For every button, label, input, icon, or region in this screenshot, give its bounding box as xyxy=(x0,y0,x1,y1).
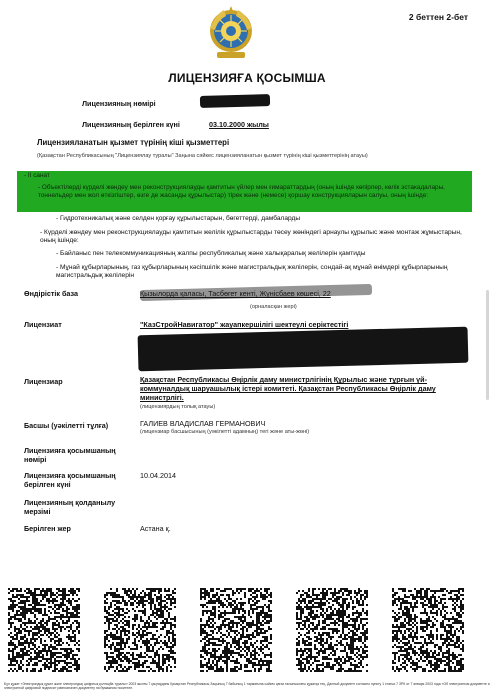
address-blur xyxy=(140,284,372,301)
activity-pipelines: - Мұнай құбырларының, газ құбырларының кәсіпшілік және магистральдық желілерін, сондай-ақ мұнай өнімдері құбырларының магистральдық желілерін xyxy=(56,264,448,280)
license-date-label: Лицензияның берілген күні xyxy=(82,120,180,129)
document-title: ЛИЦЕНЗИЯҒА ҚОСЫМША xyxy=(168,71,326,85)
licensor-label: Лицензиар xyxy=(24,377,63,386)
activity-telecom: - Байланыс пен телекоммуникацияның жалпы республикалық және халықаралық желілерін қамтиды xyxy=(56,250,366,257)
redacted-licensee-details xyxy=(138,327,469,372)
license-number-label: Лицензияның нөмірі xyxy=(82,99,156,108)
validity-label: Лицензияның қолданылу мерзімі xyxy=(24,498,116,516)
licensee-name: "КазСтройНавигатор" жауапкершілігі шектеулі серіктестігі xyxy=(140,320,349,329)
issue-place-label: Берілген жер xyxy=(24,524,71,533)
license-date-value: 03.10.2000 жылы xyxy=(209,120,269,129)
qr-code-4 xyxy=(296,588,368,672)
category-label: - II санат xyxy=(24,172,50,179)
qr-code-1 xyxy=(8,588,80,672)
footer-legal-note: Бұл құжат «Электрондық құжат және электрондық цифрлық қолтаңба туралы» 2003 жылғы 7 қаңтардағы Қазақстан Республикасы Заңының 7 бабының 1 тармағына сәйкес қағаз тасығыштағы құжатқа тең. Данный документ согласно пункту 1 статьи 7 ЗРК от 7 января 2003 года «Об электронном документе и электронной цифровой подписи» равнозначен документу на бумажном носителе. xyxy=(4,682,490,691)
subtypes-note: (Қазақстан Республикасының "Лицензиялау туралы" Заңына сәйкес лицензияланатын қызмет түрінің кіші қызметтерінің атауы) xyxy=(37,153,368,159)
head-label: Басшы (уәкілетті тұлға) xyxy=(24,421,109,430)
qr-code-3 xyxy=(200,588,272,672)
head-name: ГАЛИЕВ ВЛАДИСЛАВ ГЕРМАНОВИЧ xyxy=(140,419,266,428)
production-base-address: Қызылорда қаласы, Тасбөгет кенті, Жүнісбаев көшесі, 22 xyxy=(140,289,331,298)
annex-date-value: 10.04.2014 xyxy=(140,471,176,480)
qr-code-2 xyxy=(104,588,176,672)
page-number: 2 беттен 2-бет xyxy=(408,12,468,22)
redacted-license-number xyxy=(200,94,270,108)
head-note: (лицензиар басшысының (уәкілетті адамның) тегі және аты-жөні) xyxy=(140,429,310,435)
production-base-note: (орналасқан жері) xyxy=(250,304,297,310)
licensor-name: Қазақстан Республикасы Өңірлік даму министрлігінің Құрылыс және тұрғын үй-коммуналдық шаруашылық істері комитеті. Қазақстан Республикасы Өңірлік даму министрлігі. xyxy=(140,375,436,402)
state-emblem-icon xyxy=(208,6,254,62)
issue-place-value: Астана қ. xyxy=(140,524,171,533)
highlighted-activity: - Объектілерді күрделі жөндеу мен реконструкциялауды қамтитын үйлер мен ғимараттардың (оның ішінде көпірлер, көлік эстакадалары, тоннельдер мен жол өткізгіштер, өзге де жасанды құрылыстар) тірек және (немесе) қоршау конструкцияларын салуы, оның ішінде: xyxy=(38,184,445,200)
scrollbar[interactable] xyxy=(486,290,489,400)
activity-networks: - Күрделі жөндеу мен реконструкциялауды қамтитын желілік құрылыстарды төсеу жөніндегі арнаулы құрылыс және монтаж жұмыстарын, оның ішінде: xyxy=(40,229,462,245)
production-base-label: Өндірістік база xyxy=(24,289,78,298)
annex-date-label: Лицензияға қосымшаның берілген күні xyxy=(24,471,116,489)
licensee-label: Лицензиат xyxy=(24,320,62,329)
licensor-note: (лицензиярдың толық атауы) xyxy=(140,404,216,410)
annex-number-label: Лицензияға қосымшаның нөмірі xyxy=(24,446,116,464)
subtypes-heading: Лицензияланатын қызмет түрінің кіші қызметтері xyxy=(37,138,230,147)
activity-hydro: - Гидротехникалық және селден қорғау құрылыстарын, бөгеттерді, дамбаларды xyxy=(56,215,301,222)
qr-code-5 xyxy=(392,588,464,672)
